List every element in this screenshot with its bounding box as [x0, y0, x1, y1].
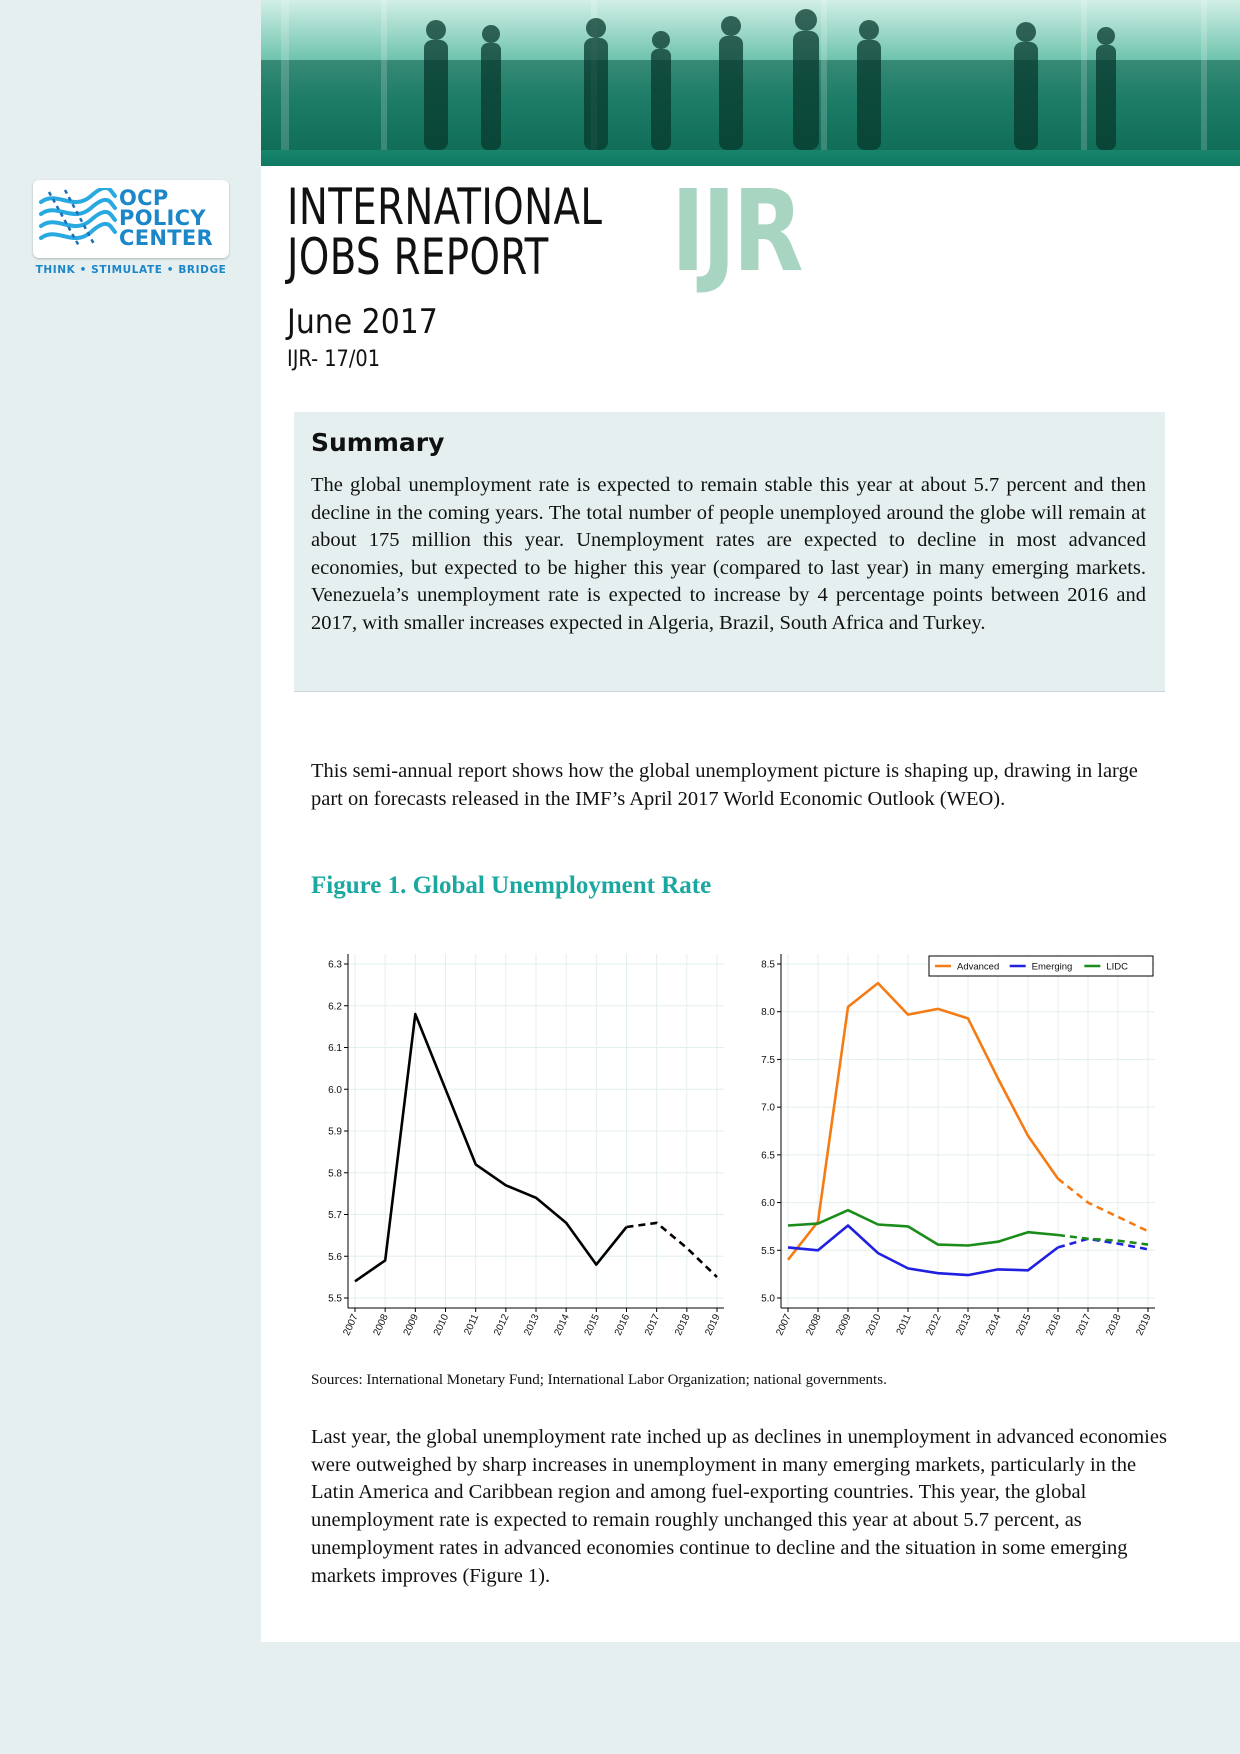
series-line-forecast	[1058, 1179, 1148, 1232]
intro-paragraph: This semi-annual report shows how the global unemployment picture is shaping up, drawing in large part on forecasts released in the IMF’s April 2017 World Economic Outlook (WEO).	[311, 760, 1138, 810]
y-tick-label: 6.5	[761, 1150, 775, 1162]
ocp-logo	[33, 180, 229, 280]
y-tick-label: 7.5	[761, 1054, 775, 1066]
x-tick-label: 2015	[1014, 1312, 1034, 1338]
x-tick-label: 2013	[522, 1312, 542, 1338]
y-tick-label: 6.1	[328, 1043, 342, 1054]
title-abbreviation: IJR	[671, 167, 801, 297]
y-tick-label: 5.7	[328, 1210, 342, 1221]
figure-title: Figure 1. Global Unemployment Rate	[311, 872, 712, 899]
logo-line-1: OCP	[119, 186, 169, 210]
x-tick-label: 2017	[643, 1312, 663, 1338]
summary-text: The global unemployment rate is expected to remain stable this year at about 5.7 percent and then decline in the coming years. The total number of people unemployed around the globe will remain at about 175 million this year. Unemployment rates are expected to decline in most advanced economies, but expected to be higher this year (compared to last year) in many emerging markets. Venezuela’s unemployment rate is expected to increase by 4 percentage points between 2016 and 2017, with smaller increases expected in Algeria, Brazil, South Africa and Turkey.	[311, 474, 1146, 634]
series-line-actual	[355, 1014, 627, 1281]
chart-global-rate	[328, 954, 724, 1337]
y-tick-label: 5.0	[761, 1293, 775, 1305]
banner-silhouettes	[261, 0, 1240, 150]
x-tick-label: 2013	[954, 1312, 974, 1338]
x-tick-label: 2018	[1104, 1312, 1124, 1338]
y-tick-label: 7.0	[761, 1102, 775, 1114]
header-banner	[261, 0, 1240, 166]
y-tick-label: 5.9	[328, 1126, 342, 1138]
legend-label: Advanced	[957, 961, 1000, 973]
x-tick-label: 2016	[1044, 1312, 1064, 1338]
x-tick-label: 2008	[804, 1312, 824, 1338]
x-tick-label: 2019	[703, 1312, 723, 1338]
y-tick-label: 5.8	[328, 1168, 342, 1180]
sidebar	[0, 0, 261, 1754]
x-tick-label: 2019	[1134, 1312, 1154, 1338]
y-tick-label: 6.0	[761, 1198, 775, 1210]
y-tick-label: 8.5	[761, 959, 775, 971]
legend-label: Emerging	[1031, 961, 1073, 973]
logo-tagline: THINK • STIMULATE • BRIDGE	[35, 264, 227, 276]
x-tick-label: 2010	[864, 1312, 884, 1338]
series-line-forecast	[627, 1223, 718, 1277]
logo-line-2: POLICY	[119, 206, 206, 230]
x-tick-label: 2018	[673, 1312, 693, 1338]
y-tick-label: 5.6	[328, 1251, 342, 1263]
x-tick-label: 2014	[984, 1312, 1004, 1338]
legend-label: LIDC	[1106, 961, 1128, 973]
logo-line-3: CENTER	[119, 226, 213, 250]
x-tick-label: 2012	[492, 1312, 512, 1338]
title-line-2: JOBS REPORT	[287, 228, 549, 286]
figure-sources: Sources: International Monetary Fund; International Labor Organization; national governments.	[311, 1372, 887, 1388]
summary-heading: Summary	[311, 428, 445, 457]
y-tick-label: 6.3	[328, 959, 342, 971]
summary-box	[294, 412, 1165, 692]
y-tick-label: 8.0	[761, 1007, 775, 1019]
logo-box	[33, 180, 229, 258]
logo-wave-icon	[39, 188, 117, 250]
report-id: IJR- 17/01	[287, 347, 381, 372]
report-date: June 2017	[287, 302, 438, 342]
chart-by-group	[761, 954, 1155, 1337]
x-tick-label: 2011	[894, 1312, 914, 1337]
body-paragraph: Last year, the global unemployment rate inched up as declines in unemployment in advanced economies were outweighed by sharp increases in unemployment in many emerging markets, particularly in the Latin America and Caribbean region and among fuel-exporting countries. This year, the global unemployment rate is expected to remain roughly unchanged this year at about 5.7 percent, as unemployment rates in advanced economies continue to decline and the situation in some emerging markets improves (Figure 1).	[311, 1426, 1167, 1587]
x-tick-label: 2014	[552, 1312, 572, 1338]
x-tick-label: 2008	[371, 1312, 391, 1338]
x-tick-label: 2015	[582, 1312, 603, 1338]
x-tick-label: 2007	[341, 1312, 361, 1338]
report-page	[261, 0, 1240, 1642]
x-tick-label: 2012	[924, 1312, 944, 1338]
y-tick-label: 6.0	[328, 1084, 342, 1096]
y-tick-label: 6.2	[328, 1001, 342, 1013]
x-tick-label: 2011	[462, 1312, 482, 1337]
x-tick-label: 2016	[612, 1312, 633, 1338]
y-tick-label: 5.5	[761, 1245, 775, 1257]
figure-charts	[311, 936, 1167, 1358]
x-tick-label: 2010	[431, 1312, 452, 1338]
x-tick-label: 2009	[834, 1312, 854, 1338]
x-tick-label: 2017	[1074, 1312, 1094, 1338]
y-tick-label: 5.5	[328, 1293, 342, 1305]
title-line-1: INTERNATIONAL	[287, 178, 603, 236]
report-title	[287, 178, 654, 286]
logo-wordmark	[119, 188, 213, 248]
x-tick-label: 2007	[774, 1312, 794, 1338]
x-tick-label: 2009	[401, 1312, 422, 1338]
